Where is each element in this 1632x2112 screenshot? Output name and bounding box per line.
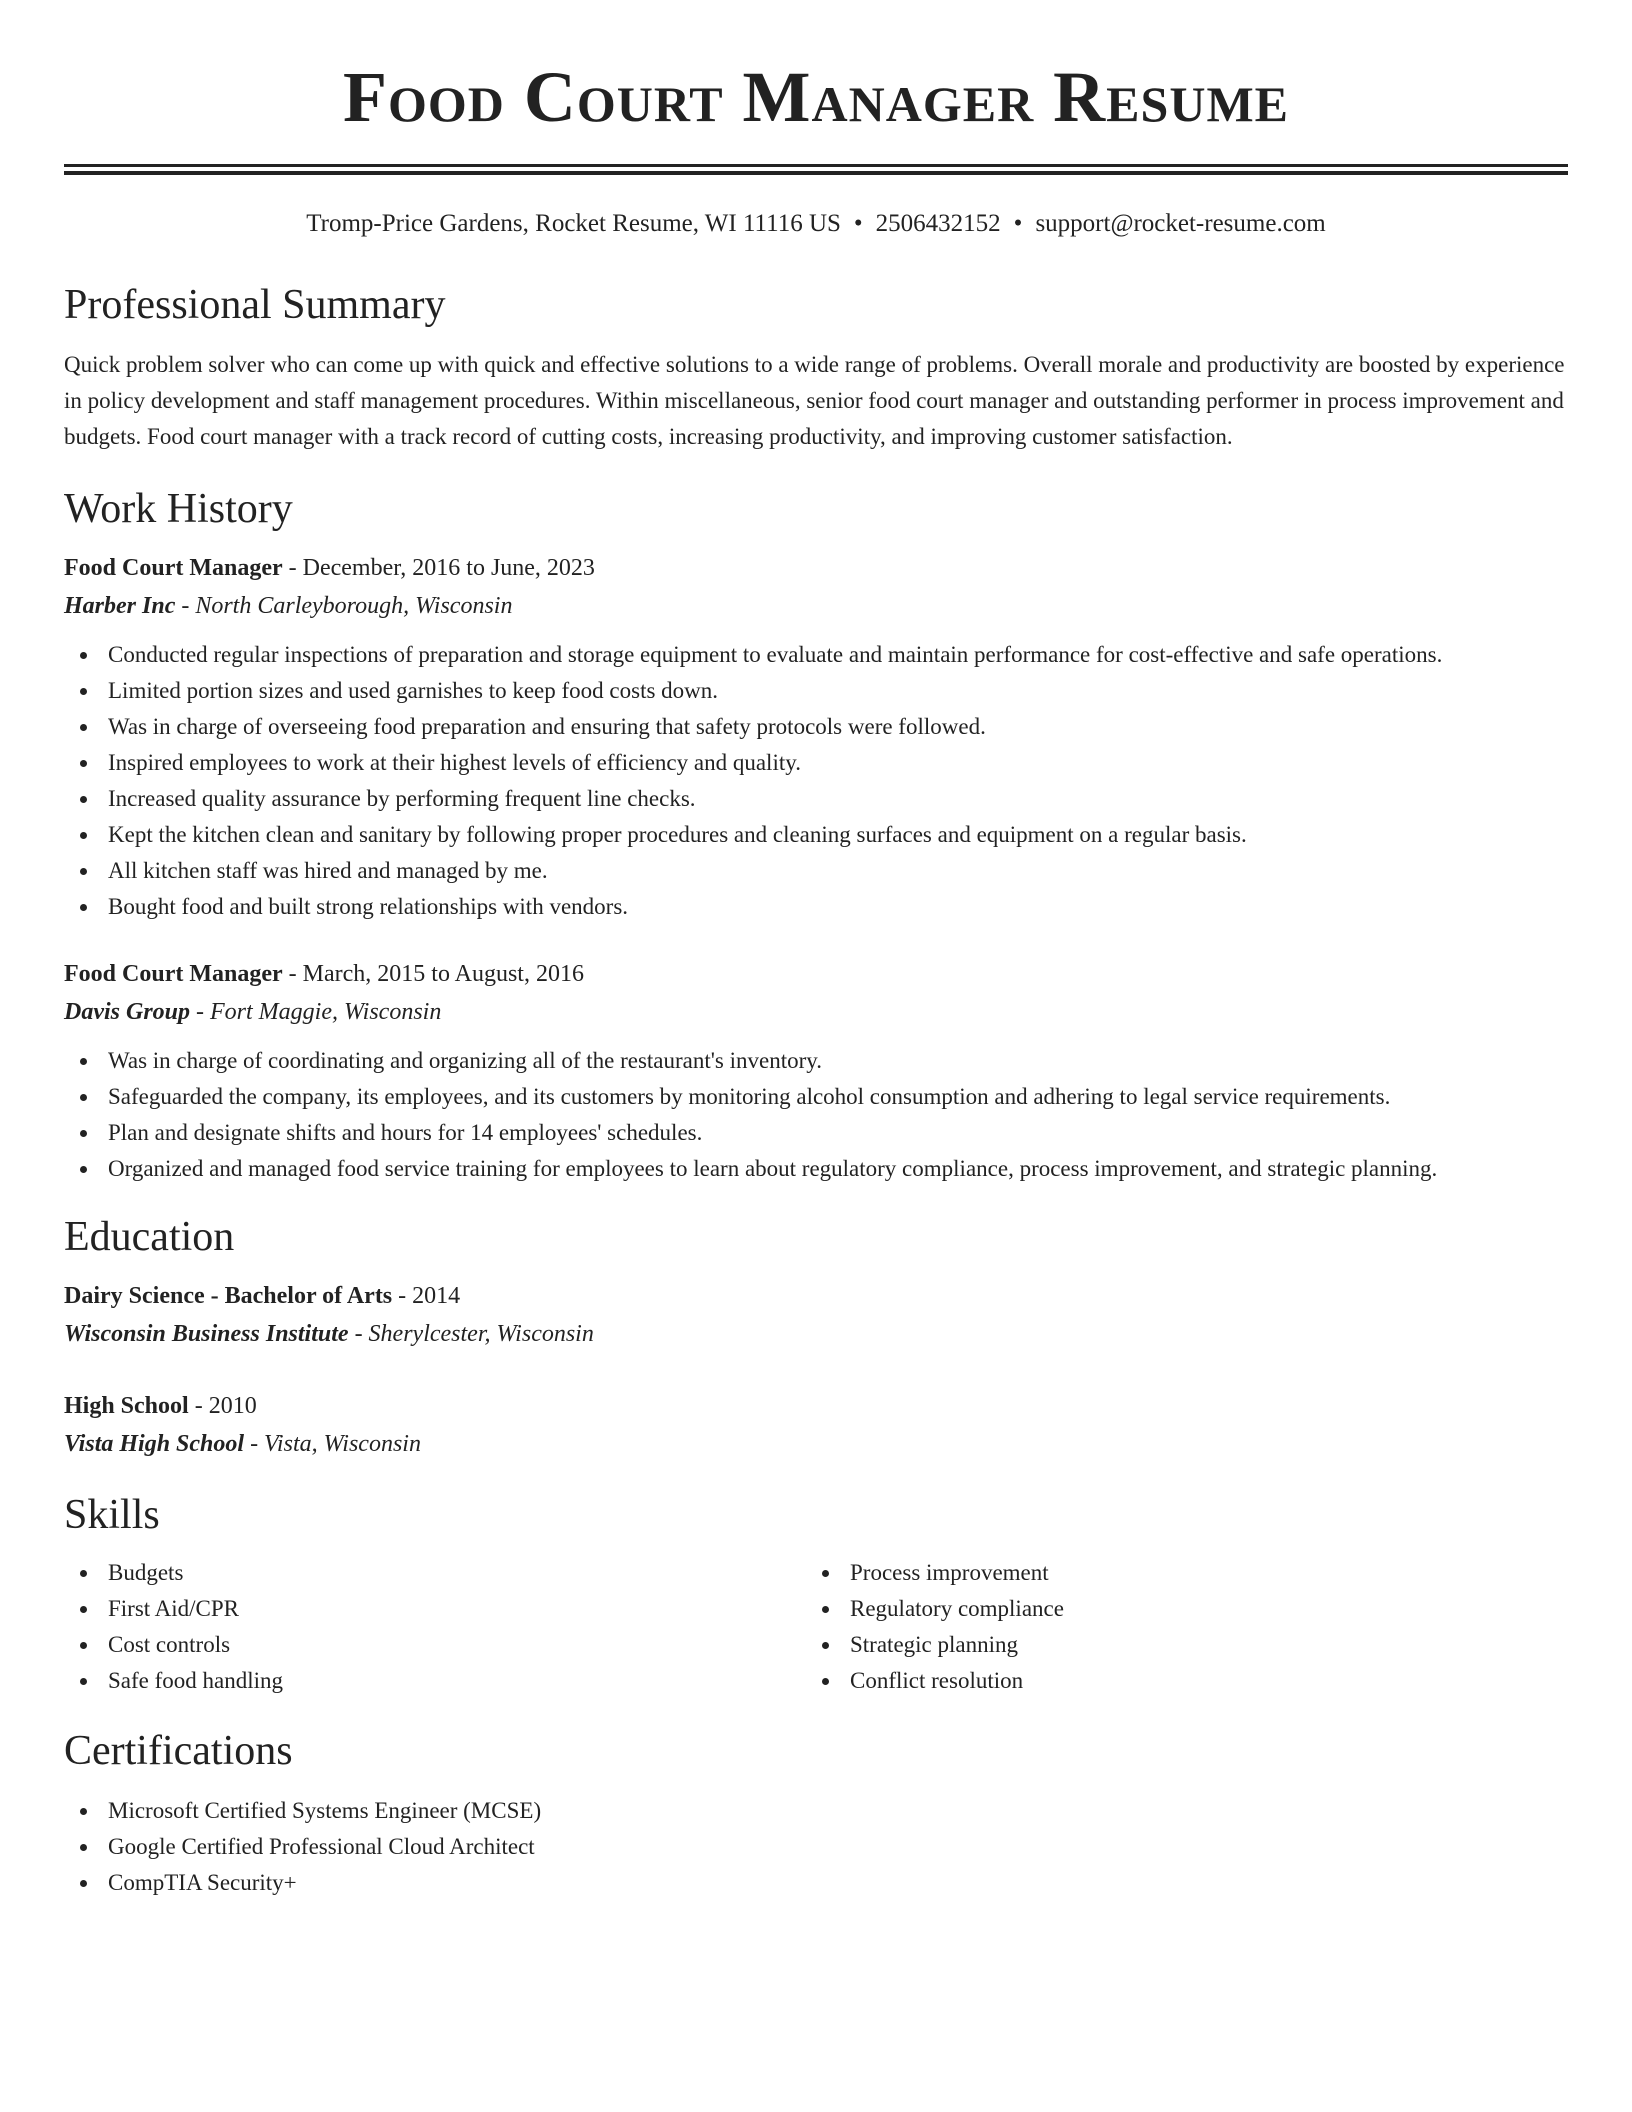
contact-address: Tromp-Price Gardens, Rocket Resume, WI 11116 US xyxy=(306,210,841,237)
school-line xyxy=(64,1315,1568,1353)
job-duties-list xyxy=(64,637,1568,925)
job-duty: Kept the kitchen clean and sanitary by following proper procedures and cleaning surfaces and equipment on a regular basis. xyxy=(64,817,1568,853)
degree-line xyxy=(64,1387,1568,1425)
education-heading: Education xyxy=(64,1214,235,1260)
job-company: Davis Group xyxy=(64,999,191,1025)
contact-phone: 2506432152 xyxy=(875,210,1001,237)
job-duty: Safeguarded the company, its employees, and its customers by monitoring alcohol consumption and adhering to legal service requirements. xyxy=(64,1079,1568,1115)
graduation-year: - 2014 xyxy=(392,1283,461,1309)
skill-item: Strategic planning xyxy=(806,1627,1548,1663)
summary-heading: Professional Summary xyxy=(64,282,446,328)
job-company-line xyxy=(64,587,1568,625)
job-duty: Inspired employees to work at their highest levels of efficiency and quality. xyxy=(64,745,1568,781)
contact-line xyxy=(64,209,1568,239)
contact-separator: • xyxy=(1013,210,1023,237)
job-duty: Increased quality assurance by performing frequent line checks. xyxy=(64,781,1568,817)
job-title-line xyxy=(64,549,1568,587)
job-location: - North Carleyborough, Wisconsin xyxy=(175,593,513,619)
job-duties-list xyxy=(64,1043,1568,1187)
certification-item: Microsoft Certified Systems Engineer (MCSE) xyxy=(64,1793,1568,1829)
job-dates: - March, 2015 to August, 2016 xyxy=(282,961,584,987)
degree-line xyxy=(64,1277,1568,1315)
job-entry xyxy=(64,549,1568,925)
skill-item: Regulatory compliance xyxy=(806,1591,1548,1627)
summary-text: Quick problem solver who can come up with quick and effective solutions to a wide range of problems. Overall morale and productivity are boosted by experience in policy development and staff management procedures. Within miscellaneous, senior food court manager and outstanding performer in process improvement and budgets. Food court manager with a track record of cutting costs, increasing productivity, and improving customer satisfaction. xyxy=(64,352,1565,449)
certifications-heading: Certifications xyxy=(64,1728,293,1774)
job-company: Harber Inc xyxy=(64,593,176,619)
skill-item: Cost controls xyxy=(64,1627,806,1663)
skill-item: Conflict resolution xyxy=(806,1663,1548,1699)
job-duty: Conducted regular inspections of preparation and storage equipment to evaluate and maintain performance for cost-effective and safe operations. xyxy=(64,637,1568,673)
resume-title: Food Court Manager Resume xyxy=(342,57,1289,137)
skill-item: Safe food handling xyxy=(64,1663,806,1699)
job-duty: Organized and managed food service training for employees to learn about regulatory compliance, process improvement, and strategic planning. xyxy=(64,1151,1568,1187)
degree: Dairy Science - Bachelor of Arts xyxy=(64,1283,393,1309)
job-duty: Limited portion sizes and used garnishes to keep food costs down. xyxy=(64,673,1568,709)
contact-separator: • xyxy=(853,210,863,237)
school-name: Wisconsin Business Institute xyxy=(64,1321,349,1347)
job-company-line xyxy=(64,993,1568,1031)
school-location: - Vista, Wisconsin xyxy=(244,1431,421,1457)
graduation-year: - 2010 xyxy=(188,1393,257,1419)
job-duty: Bought food and built strong relationships with vendors. xyxy=(64,889,1568,925)
job-title: Food Court Manager xyxy=(64,555,283,581)
school-name: Vista High School xyxy=(64,1431,245,1457)
education-entry xyxy=(64,1387,1568,1463)
skills-column-left xyxy=(64,1555,806,1699)
job-duty: All kitchen staff was hired and managed by me. xyxy=(64,853,1568,889)
school-location: - Sherylcester, Wisconsin xyxy=(348,1321,594,1347)
degree: High School xyxy=(64,1393,189,1419)
skill-item: Budgets xyxy=(64,1555,806,1591)
title-divider xyxy=(64,164,1568,175)
education-entry xyxy=(64,1277,1568,1353)
work-history-heading: Work History xyxy=(64,486,293,532)
job-duty: Plan and designate shifts and hours for 14 employees' schedules. xyxy=(64,1115,1568,1151)
skills-column-right xyxy=(806,1555,1548,1699)
certification-item: CompTIA Security+ xyxy=(64,1865,1568,1901)
certification-item: Google Certified Professional Cloud Architect xyxy=(64,1829,1568,1865)
skills-heading: Skills xyxy=(64,1492,160,1538)
job-title-line xyxy=(64,955,1568,993)
job-entry xyxy=(64,955,1568,1187)
contact-email: support@rocket-resume.com xyxy=(1035,210,1326,237)
skills-grid xyxy=(64,1555,1568,1699)
job-dates: - December, 2016 to June, 2023 xyxy=(282,555,595,581)
job-title: Food Court Manager xyxy=(64,961,283,987)
school-line xyxy=(64,1425,1568,1463)
job-duty: Was in charge of coordinating and organizing all of the restaurant's inventory. xyxy=(64,1043,1568,1079)
certifications-list xyxy=(64,1793,1568,1901)
job-location: - Fort Maggie, Wisconsin xyxy=(190,999,442,1025)
skill-item: Process improvement xyxy=(806,1555,1548,1591)
job-duty: Was in charge of overseeing food preparation and ensuring that safety protocols were followed. xyxy=(64,709,1568,745)
skill-item: First Aid/CPR xyxy=(64,1591,806,1627)
